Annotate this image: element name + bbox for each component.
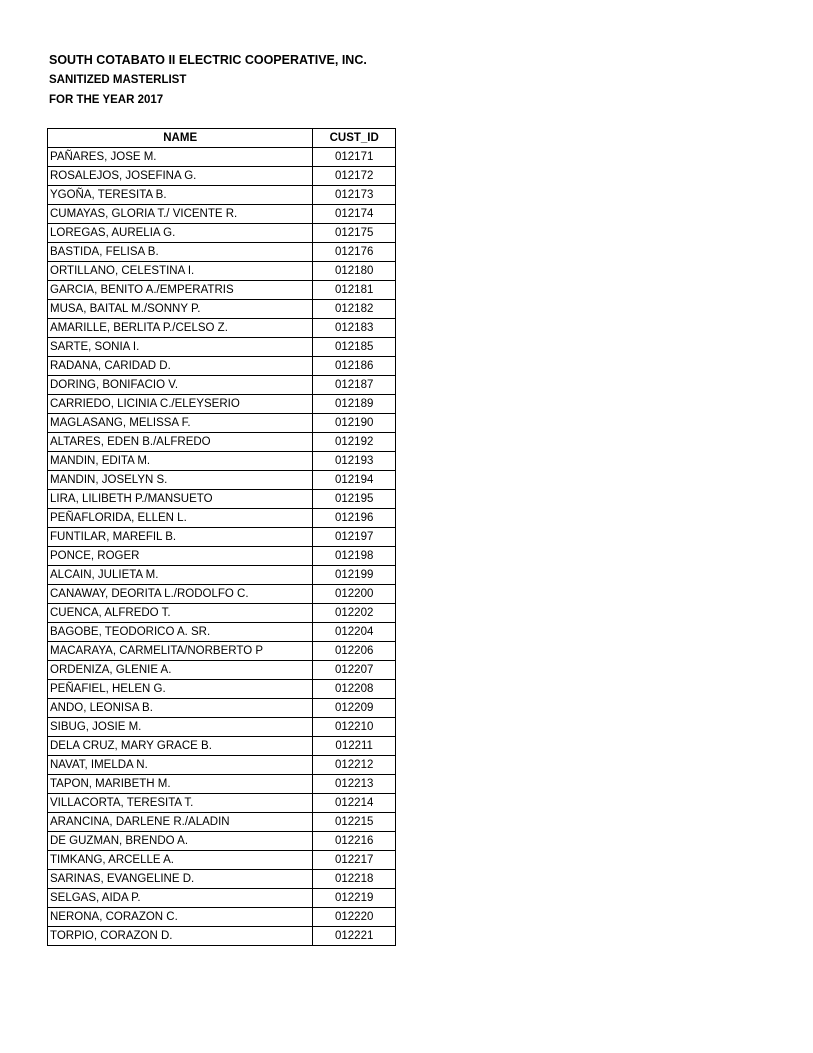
table-row	[48, 376, 396, 395]
table-row	[48, 604, 396, 623]
customer-name-cell: TIMKANG, ARCELLE A.	[48, 851, 313, 870]
table-row	[48, 927, 396, 946]
customer-id-cell: 012190	[313, 414, 396, 433]
customer-name-cell: AMARILLE, BERLITA P./CELSO Z.	[48, 319, 313, 338]
customer-name-cell: SARTE, SONIA I.	[48, 338, 313, 357]
table-row	[48, 281, 396, 300]
customer-id-cell: 012208	[313, 680, 396, 699]
customer-id-cell: 012212	[313, 756, 396, 775]
column-header-cust-id: CUST_ID	[313, 129, 396, 148]
customer-name-cell: PEÑAFLORIDA, ELLEN L.	[48, 509, 313, 528]
customer-name-cell: BAGOBE, TEODORICO A. SR.	[48, 623, 313, 642]
customer-name-cell: TORPIO, CORAZON D.	[48, 927, 313, 946]
customer-name-cell: PAÑARES, JOSE M.	[48, 148, 313, 167]
table-row	[48, 547, 396, 566]
customer-name-cell: CUMAYAS, GLORIA T./ VICENTE R.	[48, 205, 313, 224]
customer-id-cell: 012204	[313, 623, 396, 642]
table-row	[48, 718, 396, 737]
customer-name-cell: SELGAS, AIDA P.	[48, 889, 313, 908]
table-row	[48, 661, 396, 680]
customer-id-cell: 012196	[313, 509, 396, 528]
masterlist-table	[47, 128, 396, 946]
table-row	[48, 889, 396, 908]
customer-id-cell: 012192	[313, 433, 396, 452]
customer-id-cell: 012216	[313, 832, 396, 851]
customer-name-cell: MUSA, BAITAL M./SONNY P.	[48, 300, 313, 319]
customer-name-cell: YGOÑA, TERESITA B.	[48, 186, 313, 205]
customer-name-cell: LOREGAS, AURELIA G.	[48, 224, 313, 243]
customer-name-cell: CARRIEDO, LICINIA C./ELEYSERIO	[48, 395, 313, 414]
customer-name-cell: MANDIN, JOSELYN S.	[48, 471, 313, 490]
customer-id-cell: 012214	[313, 794, 396, 813]
customer-id-cell: 012187	[313, 376, 396, 395]
customer-id-cell: 012211	[313, 737, 396, 756]
table-row	[48, 509, 396, 528]
table-row	[48, 452, 396, 471]
customer-id-cell: 012200	[313, 585, 396, 604]
table-row	[48, 737, 396, 756]
customer-name-cell: PONCE, ROGER	[48, 547, 313, 566]
table-row	[48, 186, 396, 205]
customer-id-cell: 012180	[313, 262, 396, 281]
customer-name-cell: SIBUG, JOSIE M.	[48, 718, 313, 737]
company-title: SOUTH COTABATO II ELECTRIC COOPERATIVE, INC.	[49, 53, 367, 67]
customer-name-cell: DORING, BONIFACIO V.	[48, 376, 313, 395]
table-row	[48, 832, 396, 851]
customer-name-cell: NERONA, CORAZON C.	[48, 908, 313, 927]
customer-id-cell: 012197	[313, 528, 396, 547]
table-row	[48, 623, 396, 642]
customer-name-cell: FUNTILAR, MAREFIL B.	[48, 528, 313, 547]
customer-name-cell: BASTIDA, FELISA B.	[48, 243, 313, 262]
table-row	[48, 566, 396, 585]
customer-id-cell: 012218	[313, 870, 396, 889]
customer-name-cell: VILLACORTA, TERESITA T.	[48, 794, 313, 813]
customer-id-cell: 012206	[313, 642, 396, 661]
table-row	[48, 262, 396, 281]
customer-name-cell: CANAWAY, DEORITA L./RODOLFO C.	[48, 585, 313, 604]
customer-name-cell: ALCAIN, JULIETA M.	[48, 566, 313, 585]
customer-id-cell: 012195	[313, 490, 396, 509]
table-row	[48, 775, 396, 794]
document-subtitle: SANITIZED MASTERLIST	[49, 74, 187, 86]
customer-name-cell: ALTARES, EDEN B./ALFREDO	[48, 433, 313, 452]
customer-id-cell: 012209	[313, 699, 396, 718]
column-header-name: NAME	[48, 129, 313, 148]
table-row	[48, 414, 396, 433]
customer-name-cell: NAVAT, IMELDA N.	[48, 756, 313, 775]
customer-id-cell: 012174	[313, 205, 396, 224]
table-row	[48, 699, 396, 718]
customer-id-cell: 012175	[313, 224, 396, 243]
customer-id-cell: 012186	[313, 357, 396, 376]
customer-name-cell: SARINAS, EVANGELINE D.	[48, 870, 313, 889]
customer-name-cell: MAGLASANG, MELISSA F.	[48, 414, 313, 433]
customer-id-cell: 012210	[313, 718, 396, 737]
table-row	[48, 319, 396, 338]
table-row	[48, 585, 396, 604]
customer-id-cell: 012221	[313, 927, 396, 946]
table-row	[48, 395, 396, 414]
table-row	[48, 870, 396, 889]
customer-name-cell: ANDO, LEONISA B.	[48, 699, 313, 718]
customer-id-cell: 012171	[313, 148, 396, 167]
customer-name-cell: LIRA, LILIBETH P./MANSUETO	[48, 490, 313, 509]
customer-id-cell: 012217	[313, 851, 396, 870]
table-row	[48, 357, 396, 376]
table-row	[48, 148, 396, 167]
document-header	[49, 50, 367, 110]
customer-id-cell: 012182	[313, 300, 396, 319]
customer-name-cell: MANDIN, EDITA M.	[48, 452, 313, 471]
table-row	[48, 794, 396, 813]
customer-name-cell: PEÑAFIEL, HELEN G.	[48, 680, 313, 699]
table-row	[48, 642, 396, 661]
customer-name-cell: RADANA, CARIDAD D.	[48, 357, 313, 376]
customer-id-cell: 012181	[313, 281, 396, 300]
table-header-row	[48, 129, 396, 148]
table-row	[48, 908, 396, 927]
table-row	[48, 851, 396, 870]
customer-id-cell: 012172	[313, 167, 396, 186]
customer-id-cell: 012213	[313, 775, 396, 794]
table-row	[48, 490, 396, 509]
customer-name-cell: ARANCINA, DARLENE R./ALADIN	[48, 813, 313, 832]
table-row	[48, 167, 396, 186]
customer-id-cell: 012189	[313, 395, 396, 414]
customer-id-cell: 012202	[313, 604, 396, 623]
customer-id-cell: 012198	[313, 547, 396, 566]
customer-id-cell: 012185	[313, 338, 396, 357]
table-row	[48, 471, 396, 490]
customer-id-cell: 012215	[313, 813, 396, 832]
table-row	[48, 338, 396, 357]
customer-id-cell: 012199	[313, 566, 396, 585]
customer-id-cell: 012220	[313, 908, 396, 927]
table-row	[48, 433, 396, 452]
table-row	[48, 680, 396, 699]
customer-name-cell: CUENCA, ALFREDO T.	[48, 604, 313, 623]
document-year: FOR THE YEAR 2017	[49, 94, 164, 106]
customer-name-cell: GARCIA, BENITO A./EMPERATRIS	[48, 281, 313, 300]
customer-name-cell: ROSALEJOS, JOSEFINA G.	[48, 167, 313, 186]
customer-id-cell: 012183	[313, 319, 396, 338]
customer-name-cell: DELA CRUZ, MARY GRACE B.	[48, 737, 313, 756]
table-row	[48, 243, 396, 262]
table-row	[48, 300, 396, 319]
customer-id-cell: 012173	[313, 186, 396, 205]
customer-id-cell: 012219	[313, 889, 396, 908]
customer-name-cell: ORDENIZA, GLENIE A.	[48, 661, 313, 680]
customer-id-cell: 012176	[313, 243, 396, 262]
table-row	[48, 224, 396, 243]
table-row	[48, 813, 396, 832]
customer-name-cell: DE GUZMAN, BRENDO A.	[48, 832, 313, 851]
customer-id-cell: 012193	[313, 452, 396, 471]
table-row	[48, 528, 396, 547]
customer-name-cell: ORTILLANO, CELESTINA I.	[48, 262, 313, 281]
customer-id-cell: 012194	[313, 471, 396, 490]
customer-name-cell: TAPON, MARIBETH M.	[48, 775, 313, 794]
table-row	[48, 205, 396, 224]
customer-name-cell: MACARAYA, CARMELITA/NORBERTO P	[48, 642, 313, 661]
customer-id-cell: 012207	[313, 661, 396, 680]
table-row	[48, 756, 396, 775]
